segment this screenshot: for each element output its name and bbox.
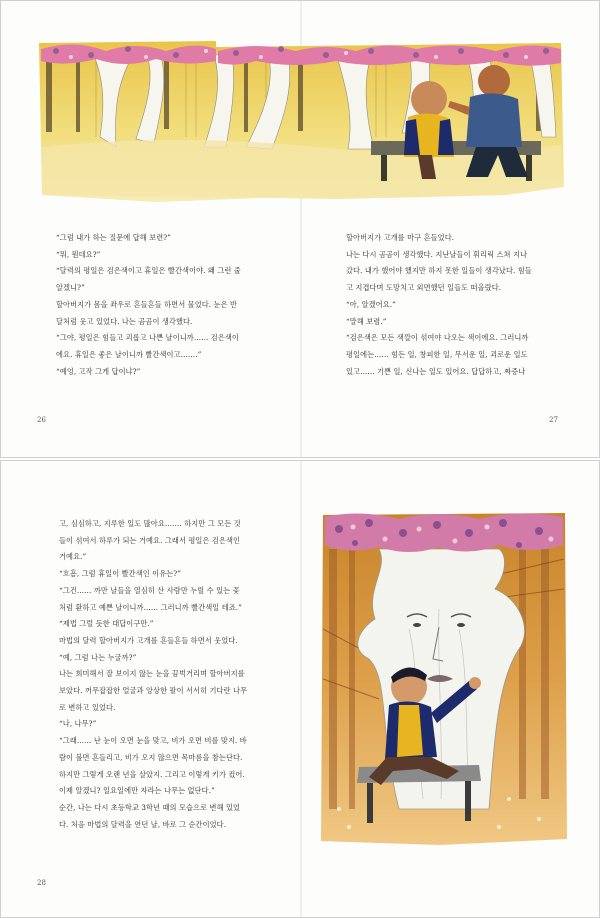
text-line: “검은색은 모든 색깔이 섞여야 나오는 색이에요. 그러니까 <box>346 333 529 343</box>
text-line: “아, 알겠어요.” <box>346 299 396 309</box>
bottom-book-spread <box>0 460 600 918</box>
tree-grandfather-illustration <box>319 509 569 849</box>
text-line: 람이 불면 흔들리고, 비가 오지 않으면 목마름을 참는단다. <box>59 752 243 762</box>
text-line: 알겠니?” <box>56 283 85 293</box>
text-line: 할아버지가 고개를 마구 흔들었다. <box>346 233 455 242</box>
text-line: 보았다. 꺼무잡잡한 얼굴과 앙상한 팔이 서서히 기다란 나무 <box>59 686 248 696</box>
text-line: 다. 처음 마법의 달력을 연던 날, 바로 그 순간이었다. <box>59 819 227 829</box>
text-line: “예엉, 고작 그게 답이냐?” <box>56 366 141 376</box>
page-number-27: 27 <box>549 416 558 424</box>
text-line: 에요. 휴일은 좋은 날이니까 빨간색이고…….” <box>56 349 202 359</box>
spring-trees-illustration <box>36 37 566 205</box>
text-line: 이제 알겠니? 일요일에만 자라는 나무는 없단다.” <box>59 786 215 796</box>
text-line: 마법의 달력 할아버지가 고개를 흔들흔들 하면서 웃었다. <box>59 635 238 645</box>
text-line: 나는 희미해서 잘 보이지 않는 눈을 끔벅거리며 할아버지를 <box>59 669 245 679</box>
text-line: “그럼 내가 하는 질문에 답해 보련?” <box>56 233 171 242</box>
text-line: “말해 보렴.” <box>346 316 387 326</box>
page-27-text <box>346 230 532 380</box>
text-line: 로 변하고 있었다. <box>59 702 116 712</box>
text-line: 평일에는…… 힘든 일, 창피한 일, 무서운 일, 괴로운 일도 <box>346 349 528 359</box>
text-line: 나는 다시 곰곰이 생각했다. 지난날들이 휘리릭 스쳐 지나 <box>346 249 528 259</box>
text-line: 하지만 그렇게 오랜 년을 살았지. 그리고 이렇게 키가 컸어. <box>59 769 245 779</box>
text-line: 고, 심심하고, 지루한 일도 많아요……. 하지만 그 모든 것 <box>59 519 241 528</box>
text-line: 고 지겹다며 도망치고 외면했던 일들도 떠올랐다. <box>346 283 502 293</box>
text-line: “예, 그럼 나는 누굴까?” <box>59 652 137 662</box>
text-line: “흐흠, 그럼 휴일이 빨간색인 이유는?” <box>59 569 182 579</box>
text-line: “그건…… 까만 날들을 열심히 산 사람만 누릴 수 있는 꽃 <box>59 585 240 595</box>
page-26-text <box>56 230 241 380</box>
text-line: 들이 섞여서 하루가 되는 거예요. 그래서 평일은 검은색인 <box>59 535 241 545</box>
text-line: “나, 나무?” <box>59 719 97 729</box>
text-line: 처럼 환하고 예쁜 날이니까…… 그러니까 빨간색일 테죠.” <box>59 602 242 612</box>
text-line: “제법 그럴 듯한 대답이구만.” <box>59 619 154 629</box>
page-number-28: 28 <box>37 879 46 887</box>
page-number-26: 26 <box>37 416 46 424</box>
text-line: “달력의 평일은 검은색이고 휴일은 빨간색이야. 왜 그런 줄 <box>56 266 241 276</box>
text-line: “그래…… 난 눈이 오면 눈을 맞고, 비가 오면 비를 맞지. 바 <box>59 736 247 746</box>
text-line: 갔다. 내가 했어야 했지만 하지 못한 일들이 생각났다. 힘들 <box>346 266 532 276</box>
top-book-spread <box>0 0 600 458</box>
gutter-shadow <box>300 461 302 917</box>
text-line: “뭐, 뭔데요?” <box>56 249 101 259</box>
text-line: 순간, 나는 다시 초등학교 3학년 때의 모습으로 변해 있었 <box>59 802 241 812</box>
text-line: 할아버지가 몸을 좌우로 흔들흔들 하면서 물었다. 눈은 반 <box>56 299 238 309</box>
page-28-text <box>59 516 247 833</box>
text-line: 달처럼 웃고 있었다. 나는 곰곰이 생각했다. <box>56 316 193 326</box>
text-line: 거예요.” <box>59 552 87 562</box>
text-line: “그야, 평일은 힘들고 괴롭고 나쁜 날이니까…… 검은색이 <box>56 333 239 343</box>
text-line: 있고…… 기쁜 일, 신나는 일도 있어요. 답답하고, 짜증나 <box>346 366 526 376</box>
